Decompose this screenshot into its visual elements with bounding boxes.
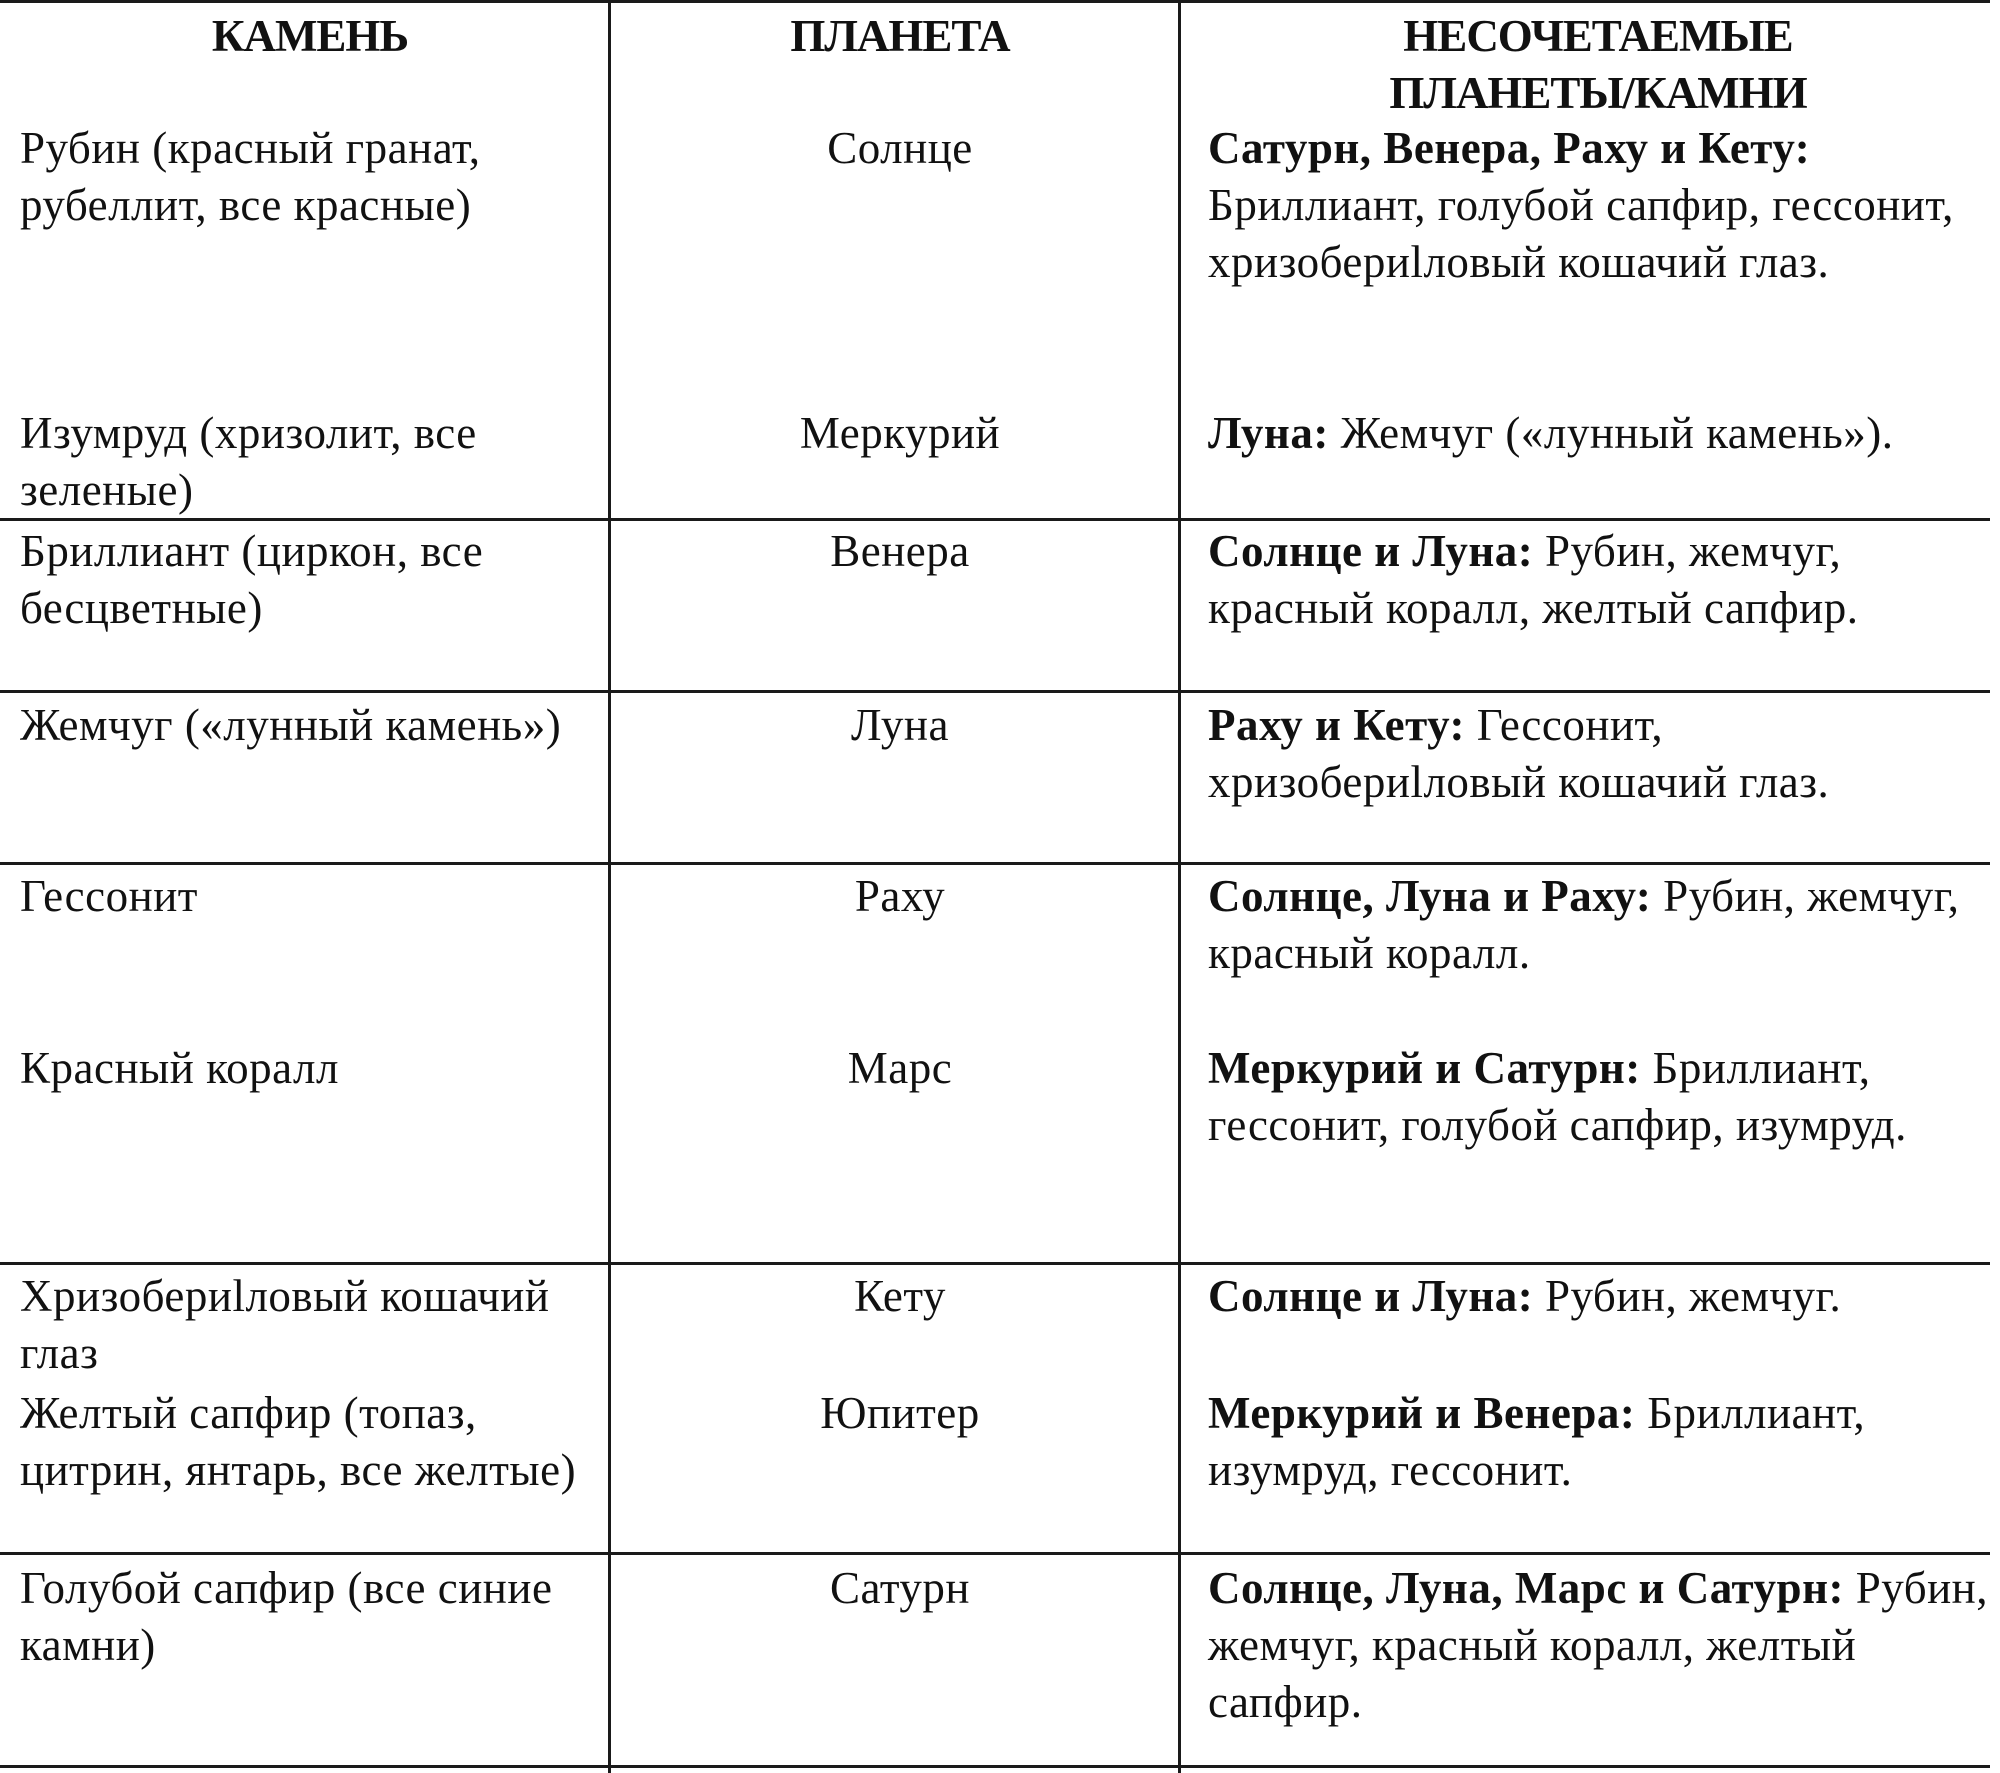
planet-cell: Кету (854, 1271, 946, 1321)
stone-cell: Изумруд (хризолит, все зеленые) (20, 408, 477, 515)
stone-cell: Хризобериlловый кошачий глаз (20, 1271, 550, 1378)
incompatible-planets: Солнце, Луна, Марс и Сатурн: (1208, 1563, 1845, 1613)
row-divider (0, 1765, 1990, 1768)
row-divider (0, 0, 1990, 3)
incompatible-planets: Луна: (1208, 408, 1329, 458)
incompatible-planets: Солнце и Луна: (1208, 1271, 1534, 1321)
incompatible-planets: Раху и Кету: (1208, 700, 1465, 750)
stone-cell: Красный коралл (20, 1043, 339, 1093)
incompatible-stones: Жемчуг («лунный камень»). (1340, 408, 1894, 458)
planet-cell: Сатурн (830, 1563, 970, 1613)
incompatible-cell (1208, 1560, 1988, 1731)
incompatible-stones: Рубин, жемчуг, красный коралл, желтый сапфир. (1208, 1563, 1989, 1727)
stone-cell: Гессонит (20, 871, 198, 921)
incompatible-cell (1208, 1385, 1988, 1499)
planet-cell: Раху (854, 871, 946, 921)
planet-cell: Солнце (827, 123, 973, 173)
incompatible-cell (1208, 1040, 1988, 1154)
stone-cell: Бриллиант (циркон, все бесцветные) (20, 526, 484, 633)
incompatible-cell (1208, 523, 1988, 637)
incompatible-stones: Рубин, жемчуг, красный коралл, желтый сапфир. (1208, 526, 1859, 633)
incompatible-cell (1208, 120, 1988, 291)
incompatible-stones: Бриллиант, изумруд, гессонит. (1208, 1388, 1866, 1495)
planet-cell: Венера (830, 526, 970, 576)
row-divider (0, 1552, 1990, 1555)
incompatible-planets: Меркурий и Сатурн: (1208, 1043, 1641, 1093)
header-stone: КАМЕНЬ (211, 11, 409, 61)
planet-cell: Луна (851, 700, 949, 750)
incompatible-planets: Сатурн, Венера, Раху и Кету: (1208, 123, 1811, 173)
column-divider-1 (608, 0, 611, 1773)
incompatible-planets: Меркурий и Венера: (1208, 1388, 1636, 1438)
header-incompatible (1208, 8, 1988, 122)
incompatible-planets: Солнце, Луна и Раху: (1208, 871, 1652, 921)
incompatible-stones: Гессонит, хризобериlловый кошачий глаз. (1208, 700, 1830, 807)
incompatible-cell (1208, 405, 1988, 462)
incompatible-cell (1208, 868, 1988, 982)
row-divider (0, 690, 1990, 693)
stone-cell: Желтый сапфир (топаз, цитрин, янтарь, все желтые) (20, 1388, 577, 1495)
incompatible-planets: Солнце и Луна: (1208, 526, 1534, 576)
incompatible-stones: Бриллиант, голубой сапфир, гессонит, хризобериlловый кошачий глаз. (1208, 180, 1954, 287)
incompatible-stones: Рубин, жемчуг, красный коралл. (1208, 871, 1960, 978)
planet-cell: Марс (847, 1043, 953, 1093)
header-incompatible-line2: ПЛАНЕТЫ/КАМНИ (1389, 68, 1807, 118)
stone-cell: Голубой сапфир (все синие камни) (20, 1563, 553, 1670)
incompatible-stones: Бриллиант, гессонит, голубой сапфир, изумруд. (1208, 1043, 1907, 1150)
incompatible-cell (1208, 1268, 1988, 1325)
incompatible-cell (1208, 697, 1988, 811)
stone-cell: Рубин (красный гранат, рубеллит, все красные) (20, 123, 481, 230)
row-divider (0, 862, 1990, 865)
row-divider (0, 1262, 1990, 1265)
planet-cell: Юпитер (820, 1388, 980, 1438)
incompatible-stones: Рубин, жемчуг. (1544, 1271, 1842, 1321)
header-incompatible-line1: НЕСОЧЕТАЕМЫЕ (1403, 11, 1793, 61)
header-planet: ПЛАНЕТА (790, 11, 1010, 61)
planet-cell: Меркурий (799, 408, 1001, 458)
stone-cell: Жемчуг («лунный камень») (20, 700, 562, 750)
